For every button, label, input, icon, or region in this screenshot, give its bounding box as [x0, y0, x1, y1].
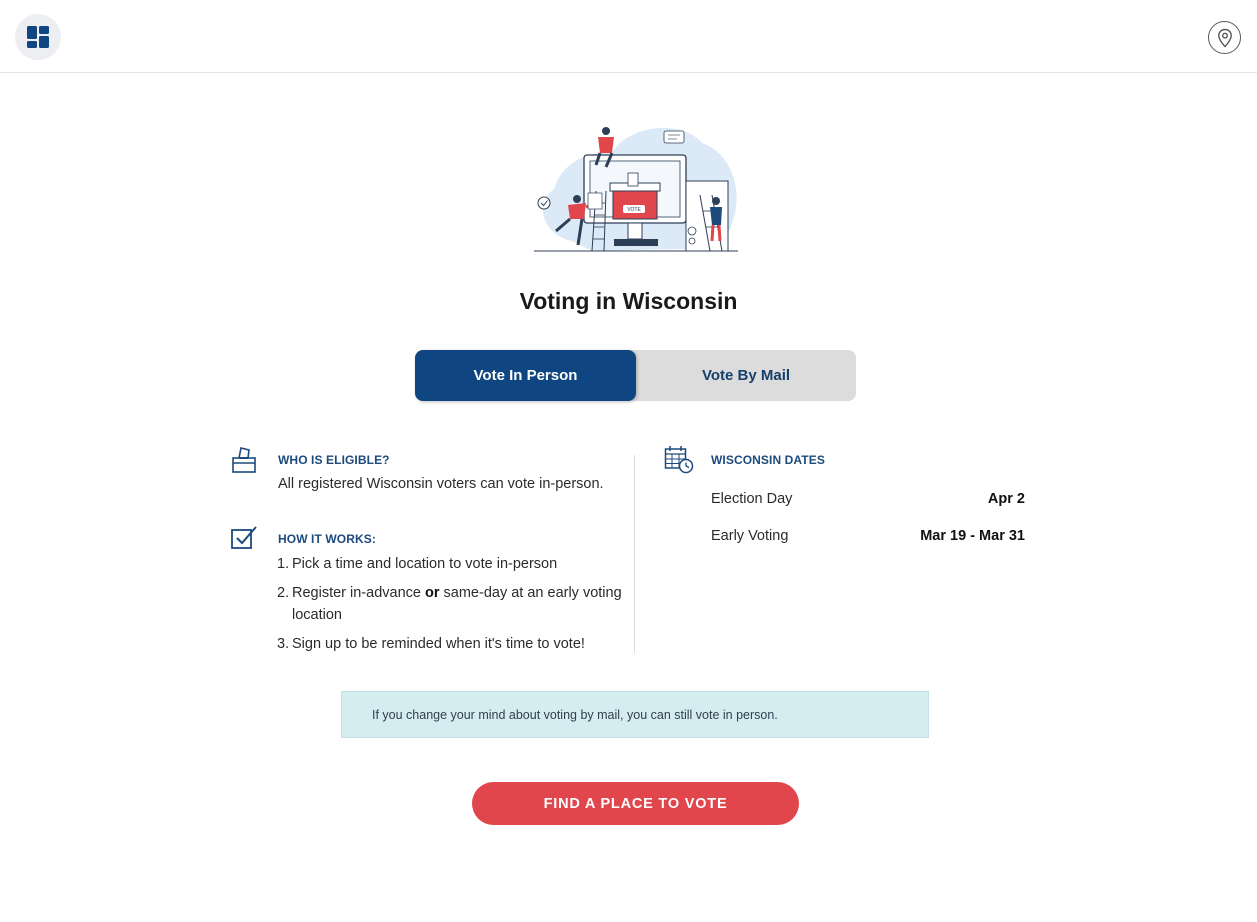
- svg-text:VOTE: VOTE: [627, 207, 641, 213]
- calendar-clock-icon: [664, 445, 694, 474]
- location-button[interactable]: [1208, 21, 1241, 54]
- date-value-election-day: Apr 2: [987, 491, 1025, 507]
- date-label-early-voting: Early Voting: [711, 528, 789, 544]
- step-text-part: same-day at an early voting location: [292, 585, 622, 623]
- tab-vote-by-mail[interactable]: Vote By Mail: [701, 367, 791, 384]
- step-text-emphasis: or: [425, 585, 440, 601]
- page-title: Voting in Wisconsin: [519, 288, 738, 314]
- step-text: Pick a time and location to vote in-person: [292, 556, 558, 572]
- step-number: 3.: [277, 636, 290, 652]
- dates-heading: WISCONSIN DATES: [711, 453, 825, 467]
- checkbox-icon: [230, 525, 258, 551]
- date-label-election-day: Election Day: [711, 491, 793, 507]
- notice-text: If you change your mind about voting by mail, you can still vote in person.: [372, 707, 778, 722]
- voting-illustration: [532, 123, 740, 255]
- column-divider: [634, 455, 635, 653]
- date-value-early-voting: Mar 19 - Mar 31: [920, 528, 1025, 544]
- tab-vote-in-person[interactable]: Vote In Person: [415, 350, 636, 401]
- how-it-works-heading: HOW IT WORKS:: [278, 532, 376, 546]
- info-notice: [341, 691, 929, 738]
- step-number: 1.: [277, 556, 290, 572]
- ballot-box-icon: [231, 446, 257, 474]
- list-item: [277, 633, 622, 655]
- find-place-to-vote-button[interactable]: FIND A PLACE TO VOTE: [472, 782, 799, 825]
- eligibility-heading: WHO IS ELIGIBLE?: [278, 453, 390, 467]
- eligibility-text: All registered Wisconsin voters can vote in-person.: [278, 476, 604, 492]
- step-text: [292, 582, 622, 626]
- step-text: Sign up to be reminded when it's time to vote!: [292, 636, 585, 652]
- step-number: 2.: [277, 585, 290, 601]
- list-item: [277, 582, 622, 626]
- dashboard-grid-icon: [26, 25, 50, 49]
- map-pin-icon: [1217, 28, 1233, 48]
- top-bar: [0, 0, 1257, 73]
- list-item: [277, 553, 622, 575]
- vote-method-toggle: [415, 350, 856, 401]
- step-text-part: Register in-advance: [292, 585, 425, 601]
- menu-button[interactable]: [15, 14, 61, 60]
- how-it-works-steps: [277, 553, 622, 662]
